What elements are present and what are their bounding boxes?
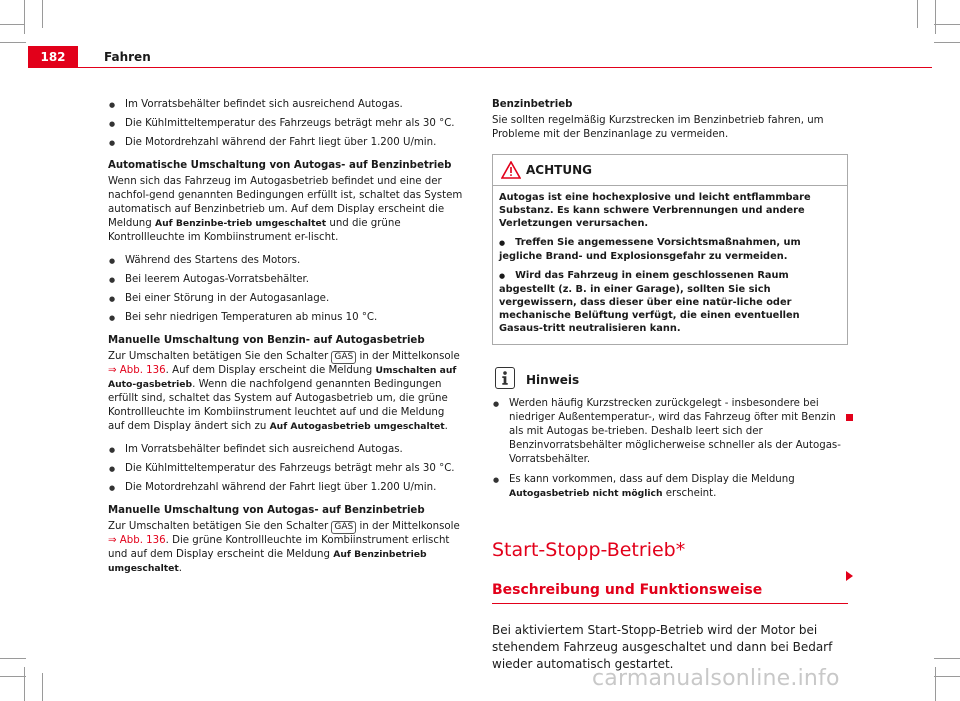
conditions-list-3 — [108, 443, 463, 495]
warning-item: ● Wird das Fahrzeug in einem geschlossenen Raum abgestellt (z. B. in einer Garage), sollten Sie sich vergewissern, dass dieser über eine natür-liche oder mechanische Belüftung verfügt, die einen eventuellen Gasaus-tritt neutralisieren kann. — [499, 270, 800, 334]
link-text: Abb. 136 — [119, 365, 166, 376]
warning-triangle-icon — [501, 161, 521, 179]
crop-mark — [42, 673, 43, 701]
crop-mark — [917, 0, 918, 28]
crop-mark — [934, 24, 960, 25]
text: Zur Umschalten betätigen Sie den Schalter — [108, 521, 329, 532]
text: und die grüne Kontrollleuchte im Kombiinstrument er-lischt. — [108, 218, 401, 243]
list-item: ● Bei sehr niedrigen Temperaturen ab minus 10 °C. — [108, 311, 463, 325]
manual-switch-petrol-paragraph — [108, 520, 463, 576]
display-message: Auf Benzinbe-trieb umgeschaltet — [155, 218, 327, 229]
crop-mark — [934, 42, 960, 43]
text: Treffen Sie angemessene Vorsichtsmaßnahmen, um jegliche Brand- und Explosionsgefahr zu vermeiden. — [499, 237, 801, 262]
crop-mark — [934, 676, 960, 677]
note-title: Hinweis — [526, 373, 580, 387]
warning-box — [492, 154, 848, 345]
text: erscheint. — [665, 488, 717, 499]
conditions-list-2 — [108, 254, 463, 325]
warning-header — [493, 155, 847, 186]
crop-mark — [934, 658, 960, 659]
text: . Auf dem Display erscheint die Meldung — [165, 365, 373, 376]
figure-link[interactable] — [108, 365, 166, 376]
list-item: ● Die Kühlmitteltemperatur des Fahrzeugs beträgt mehr als 30 °C. — [108, 117, 463, 131]
auto-switch-heading: Automatische Umschaltung von Autogas- auf Benzinbetrieb — [108, 160, 452, 171]
auto-switch-paragraph — [108, 175, 463, 245]
figure-link[interactable] — [108, 535, 166, 546]
conditions-list-1 — [108, 98, 463, 150]
display-message: Umschalten auf Auto-gasbetrieb — [108, 365, 457, 390]
text: . — [444, 421, 448, 432]
display-message: Autogasbetrieb nicht möglich — [509, 488, 663, 499]
continue-arrow-icon — [846, 571, 853, 581]
section-title: Start-Stopp-Betrieb* — [492, 539, 686, 561]
link-arrow-icon: ⇒ — [108, 535, 117, 546]
crop-mark — [935, 667, 936, 701]
section-end-marker — [846, 414, 853, 421]
list-item: ● Die Motordrehzahl während der Fahrt liegt über 1.200 U/min. — [108, 481, 463, 495]
link-text: Abb. 136 — [119, 535, 166, 546]
left-column — [108, 98, 463, 585]
warning-body — [493, 186, 847, 344]
manual-switch-petrol-heading: Manuelle Umschaltung von Autogas- auf Benzinbetrieb — [108, 505, 425, 516]
crop-mark — [935, 0, 936, 34]
crop-mark — [24, 0, 25, 34]
list-item: ● Im Vorratsbehälter befindet sich ausreichend Autogas. — [108, 98, 463, 112]
warning-intro: Autogas ist eine hochexplosive und leicht entflammbare Substanz. Es kann schwere Verbrennungen und andere Verletzungen verursachen. — [499, 192, 811, 229]
text: Zur Umschalten betätigen Sie den Schalter — [108, 351, 329, 362]
manual-switch-gas-paragraph — [108, 350, 463, 434]
gas-key: GAS — [331, 521, 356, 534]
text: Wenn sich das Fahrzeug im Autogasbetrieb befindet und eine der nachfol-gend genannten Bedingungen erfüllt ist, schaltet das System automatisch auf Benzinbetrieb um. Auf dem Display erscheint die Meldung — [108, 176, 463, 229]
crop-mark — [0, 676, 26, 677]
warning-item: ● Treffen Sie angemessene Vorsichtsmaßnahmen, um jegliche Brand- und Explosionsgefahr zu vermeiden. — [499, 237, 801, 262]
text: in der Mittelkonsole — [359, 521, 460, 532]
section-text: Bei aktiviertem Start-Stopp-Betrieb wird der Motor bei stehendem Fahrzeug ausgeschaltet und dann bei Bedarf wieder automatisch gestartet. — [492, 623, 833, 671]
text: in der Mittelkonsole — [359, 351, 460, 362]
list-item: ● Werden häufig Kurzstrecken zurückgelegt - insbesondere bei niedriger Außentemperatur-, wird das Fahrzeug öfter mit Benzin als mit Autogas be-trieben. Deshalb leert sich der Benzinvorratsbehälter möglicherweise schneller als der Autogas-Vorratsbehälter. — [492, 397, 848, 467]
gas-key: GAS — [331, 351, 356, 364]
crop-mark — [42, 0, 43, 28]
crop-mark — [24, 667, 25, 701]
text: . Die grüne Kontrollleuchte im Kombiinstrument erlischt und auf dem Display erscheint die Meldung — [108, 535, 450, 560]
list-item: ● Die Kühlmitteltemperatur des Fahrzeugs beträgt mehr als 30 °C. — [108, 462, 463, 476]
list-item — [492, 473, 848, 501]
header-rule — [78, 67, 932, 68]
text: . — [178, 563, 182, 574]
watermark: carmanualsonline.info — [592, 666, 840, 691]
text: . Wenn die nachfolgend genannten Bedingungen erfüllt sind, schaltet das System auf Autogasbetrieb um, die grüne Kontrollleuchte im Kombiinstrument leuchtet auf und die Meldung auf dem Display ändert sich zu — [108, 379, 448, 432]
list-item: ● Die Motordrehzahl während der Fahrt liegt über 1.200 U/min. — [108, 136, 463, 150]
note-header — [492, 367, 848, 393]
page-title: Fahren — [104, 50, 151, 64]
list-item: ● Bei leerem Autogas-Vorratsbehälter. — [108, 273, 463, 287]
crop-mark — [0, 24, 24, 25]
crop-mark — [0, 658, 26, 659]
display-message: Auf Autogasbetrieb umgeschaltet — [269, 421, 445, 432]
petrol-mode-heading: Benzinbetrieb — [492, 99, 573, 110]
crop-mark — [0, 42, 26, 43]
section-subtitle: Beschreibung und Funktionsweise — [492, 581, 848, 604]
list-item: ● Während des Startens des Motors. — [108, 254, 463, 268]
text: Wird das Fahrzeug in einem geschlossenen Raum abgestellt (z. B. in einer Garage), sollten Sie sich vergewissern, dass dieser über eine natür-liche oder mechanische Belüftung verfügt, die einen eventuellen Gasaus-tritt neutralisieren kann. — [499, 270, 800, 334]
list-item: ● Im Vorratsbehälter befindet sich ausreichend Autogas. — [108, 443, 463, 457]
info-note-icon — [495, 367, 515, 389]
link-arrow-icon: ⇒ — [108, 365, 117, 376]
list-item: ● Bei einer Störung in der Autogasanlage. — [108, 292, 463, 306]
text: Es kann vorkommen, dass auf dem Display die Meldung — [509, 474, 795, 485]
note-box — [492, 367, 848, 501]
manual-switch-gas-heading: Manuelle Umschaltung von Benzin- auf Autogasbetrieb — [108, 335, 425, 346]
petrol-mode-text: Sie sollten regelmäßig Kurzstrecken im Benzinbetrieb fahren, um Probleme mit der Benzinanlage zu vermeiden. — [492, 115, 824, 140]
display-message: Auf Benzinbetrieb umgeschaltet — [108, 549, 427, 574]
note-list — [492, 397, 848, 501]
page-number: 182 — [28, 46, 78, 68]
warning-title: ACHTUNG — [526, 163, 592, 177]
right-column — [492, 98, 848, 682]
